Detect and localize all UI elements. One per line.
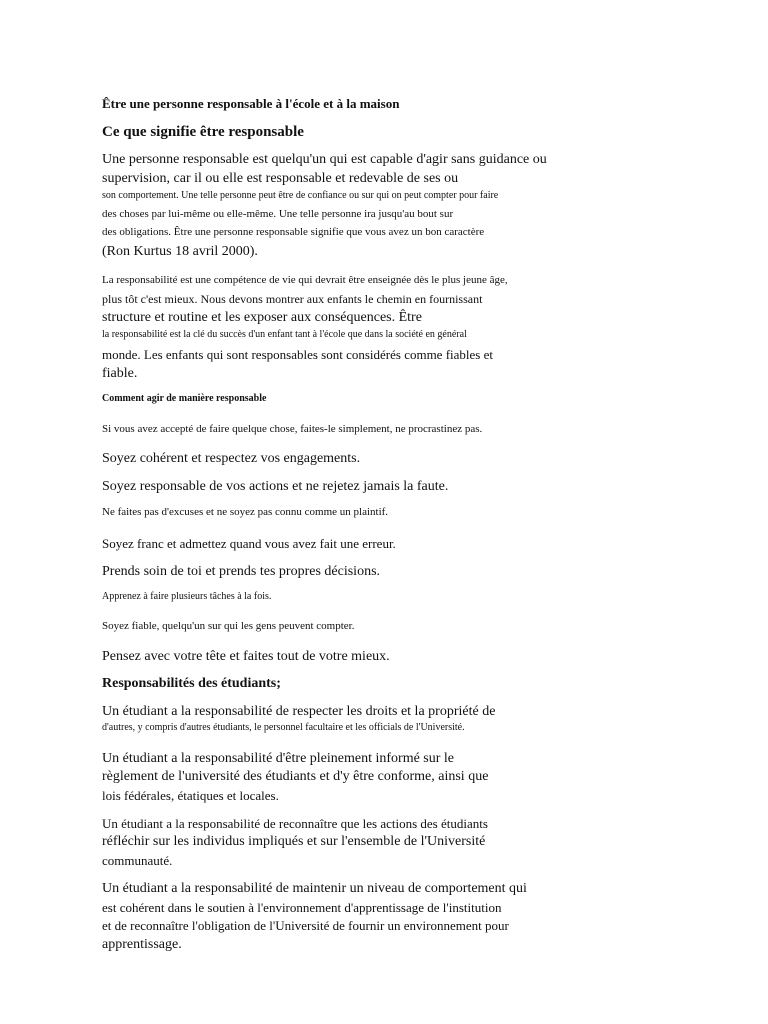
paragraph-line: apprentissage. [102, 937, 182, 952]
paragraph-line: est cohérent dans le soutien à l'environnement d'apprentissage de l'institution [102, 900, 502, 915]
paragraph-line: Un étudiant a la responsabilité d'être pleinement informé sur le [102, 751, 455, 766]
paragraph-line: Un étudiant a la responsabilité de maintenir un niveau de comportement qui [102, 881, 527, 896]
paragraph-line: et de reconnaître l'obligation de l'Université de fournir un environnement pour [102, 918, 509, 933]
document-title: Être une personne responsable à l'école et à la maison [102, 96, 400, 111]
paragraph-line: des choses par lui-même ou elle-même. Une telle personne ira jusqu'au bout sur [102, 208, 454, 220]
list-item: Apprenez à faire plusieurs tâches à la fois. [102, 591, 272, 602]
list-item: Si vous avez accepté de faire quelque chose, faites-le simplement, ne procrastinez pas. [102, 423, 483, 435]
paragraph-line: des obligations. Être une personne responsable signifie que vous avez un bon caractère [102, 226, 485, 238]
paragraph-line: lois fédérales, étatiques et locales. [102, 788, 279, 803]
paragraph-line: plus tôt c'est mieux. Nous devons montrer aux enfants le chemin en fournissant [102, 292, 483, 306]
list-item: Soyez cohérent et respectez vos engagements. [102, 451, 361, 466]
paragraph-line: communauté. [102, 853, 173, 868]
paragraph-line: réfléchir sur les individus impliqués et sur l'ensemble de l'Université [102, 834, 486, 849]
paragraph-line: son comportement. Une telle personne peut être de confiance ou sur qui on peut compter pour faire [102, 190, 499, 201]
section-heading-student-responsibilities: Responsabilités des étudiants; [102, 676, 281, 691]
section-heading-meaning: Ce que signifie être responsable [102, 124, 304, 140]
paragraph-line: La responsabilité est une compétence de vie qui devrait être enseignée dès le plus jeune âge, [102, 274, 508, 286]
list-item: Soyez franc et admettez quand vous avez fait une erreur. [102, 536, 396, 551]
paragraph-line: monde. Les enfants qui sont responsables sont considérés comme fiables et [102, 347, 493, 362]
section-heading-how-to-act: Comment agir de manière responsable [102, 393, 267, 404]
paragraph-line: la responsabilité est la clé du succès d'un enfant tant à l'école que dans la société en général [102, 329, 467, 340]
paragraph-line: supervision, car il ou elle est responsable et redevable de ses ou [102, 171, 459, 186]
list-item: Soyez responsable de vos actions et ne rejetez jamais la faute. [102, 479, 449, 494]
paragraph-line: Un étudiant a la responsabilité de reconnaître que les actions des étudiants [102, 816, 488, 831]
list-item: Soyez fiable, quelqu'un sur qui les gens peuvent compter. [102, 620, 355, 632]
paragraph-line: (Ron Kurtus 18 avril 2000). [102, 244, 258, 259]
list-item: Ne faites pas d'excuses et ne soyez pas connu comme un plaintif. [102, 506, 389, 518]
paragraph-line: Un étudiant a la responsabilité de respecter les droits et la propriété de [102, 704, 496, 719]
list-item: Pensez avec votre tête et faites tout de votre mieux. [102, 649, 390, 664]
paragraph-line: fiable. [102, 366, 138, 381]
paragraph-line: règlement de l'université des étudiants et d'y être conforme, ainsi que [102, 769, 489, 784]
paragraph-line: structure et routine et les exposer aux conséquences. Être [102, 310, 422, 325]
paragraph-line: d'autres, y compris d'autres étudiants, le personnel facultaire et les officials de l'Université. [102, 722, 465, 733]
paragraph-line: Une personne responsable est quelqu'un qui est capable d'agir sans guidance ou [102, 152, 547, 167]
list-item: Prends soin de toi et prends tes propres décisions. [102, 564, 381, 579]
